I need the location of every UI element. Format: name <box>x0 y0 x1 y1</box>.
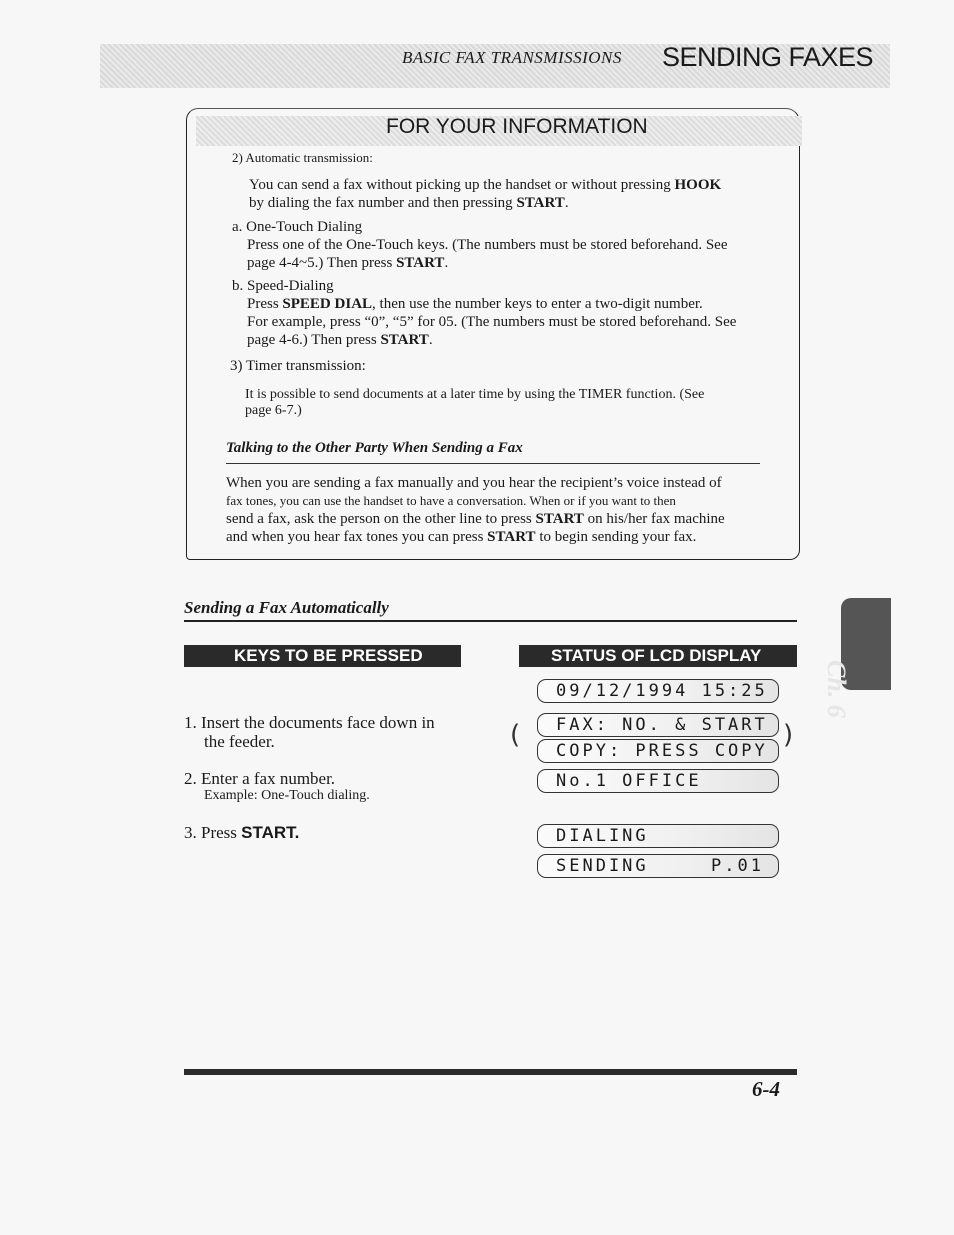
header-section-label: BASIC FAX TRANSMISSIONS <box>402 48 622 67</box>
lcd-sending: SENDING P.01 <box>537 854 779 878</box>
speed-dial-body-3: page 4-6.) Then press START. <box>247 332 433 348</box>
alternating-bracket-right: ) <box>783 720 794 750</box>
timer-body-2: page 6-7.) <box>245 403 302 418</box>
page-number: 6-4 <box>752 1077 780 1101</box>
info-box-title: FOR YOUR INFORMATION <box>386 115 648 138</box>
speed-dial-label: b. Speed-Dialing <box>232 278 334 294</box>
lcd-station-name: No.1 OFFICE <box>537 769 779 793</box>
section-heading-rule <box>184 620 797 622</box>
auto-transmission-heading: 2) Automatic transmission: <box>232 150 373 165</box>
timer-heading: 3) Timer transmission: <box>230 358 366 374</box>
lcd-dialing: DIALING <box>537 824 779 848</box>
step-2: 2. Enter a fax number. <box>184 769 336 788</box>
section-heading: Sending a Fax Automatically <box>184 598 389 617</box>
step-1-line-1: 1. Insert the documents face down in <box>184 713 435 732</box>
speed-dial-body-1: Press SPEED DIAL, then use the number keys to enter a two-digit number. <box>247 296 703 312</box>
talking-heading-rule <box>226 463 760 464</box>
talking-body-1: When you are sending a fax manually and you hear the recipient’s voice instead of <box>226 475 722 491</box>
alternating-bracket-left: ( <box>510 720 521 750</box>
lcd-column-header: STATUS OF LCD DISPLAY <box>519 645 797 667</box>
step-1-line-2: the feeder. <box>204 732 275 751</box>
auto-transmission-body-2: by dialing the fax number and then pressing START. <box>249 195 569 211</box>
keys-column-header: KEYS TO BE PRESSED <box>184 645 461 667</box>
footer-rule <box>184 1069 797 1075</box>
lcd-copy-prompt: COPY: PRESS COPY <box>537 739 779 763</box>
talking-body-4: and when you hear fax tones you can press START to begin sending your fax. <box>226 529 697 545</box>
auto-transmission-body-1: You can send a fax without picking up the handset or without pressing HOOK <box>249 177 722 193</box>
one-touch-body-1: Press one of the One-Touch keys. (The numbers must be stored beforehand. See <box>247 237 728 253</box>
one-touch-body-2: page 4-4~5.) Then press START. <box>247 255 449 271</box>
talking-body-3: send a fax, ask the person on the other line to press START on his/her fax machine <box>226 511 725 527</box>
lcd-date-time: 09/12/1994 15:25 <box>537 679 779 703</box>
one-touch-label: a. One-Touch Dialing <box>232 219 363 235</box>
talking-body-2: fax tones, you can use the handset to have a conversation. When or if you want to then <box>226 493 676 508</box>
speed-dial-body-2: For example, press “0”, “5” for 05. (The numbers must be stored beforehand. See <box>247 314 737 330</box>
step-2-example: Example: One-Touch dialing. <box>204 788 370 803</box>
timer-body-1: It is possible to send documents at a later time by using the TIMER function. (See <box>245 387 705 402</box>
page-title: SENDING FAXES <box>662 42 874 72</box>
step-3: 3. Press START. <box>184 823 300 842</box>
lcd-fax-prompt: FAX: NO. & START <box>537 713 779 737</box>
chapter-tab: Ch. 6 <box>841 598 891 690</box>
talking-heading: Talking to the Other Party When Sending a Fax <box>226 440 523 456</box>
